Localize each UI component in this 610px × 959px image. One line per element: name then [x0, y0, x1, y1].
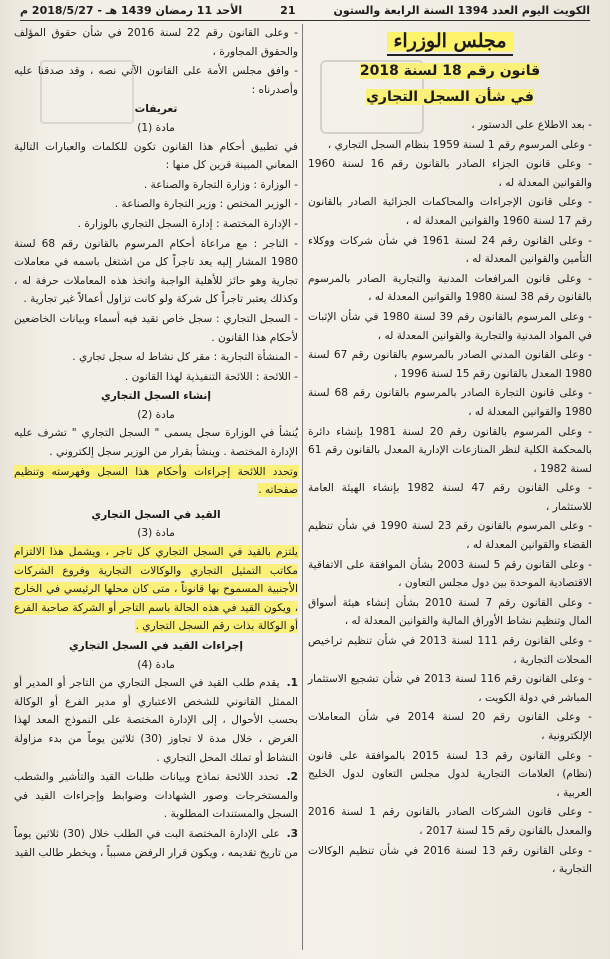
definition-item: - التاجر : مع مراعاة أحكام المرسوم بالقانون رقم 68 لسنة 1980 المشار إليه يعد تاجراً كل من اشتغل باسمه في معاملات تجارية وهو حائز للأهلية الواجبة واتخذ هذه المعاملات حرفة له ، وكذلك يعتبر تاجراً كل شركة ولو كانت تزاول أعمالاً غير تجارية .: [14, 237, 298, 306]
item-text: على الإدارة المختصة البت في الطلب خلال (30) ثلاثين يوماً من تاريخ تقديمه ، ويكون قرار الرفض مسبباً ، ويخطر طالب القيد: [14, 827, 298, 859]
item-number: 1.: [286, 677, 298, 690]
preamble-item: - وافق مجلس الأمة على القانون الآتي نصه ، وقد صدقنا عليه وأصدرناه :: [14, 65, 298, 96]
preamble-item: - بعد الاطلاع على الدستور ،: [471, 119, 592, 131]
article-3-heading: مادة (3): [137, 527, 175, 540]
preamble-item: - وعلى القانون رقم 13 لسنة 2015 بالموافقة على قانون (نظام) العلامات التجارية لدول مجلس التعاون لدول الخليج العربية ،: [308, 749, 592, 799]
definition-item: - الوزير المختص : وزير التجارة والصناعة .: [114, 198, 298, 211]
article-4-heading: مادة (4): [137, 658, 175, 671]
preamble-item: - وعلى القانون رقم 22 لسنة 2016 في شأن حقوق المؤلف والحقوق المجاورة ،: [14, 27, 298, 58]
right-column: [308, 24, 592, 880]
article-1-intro: في تطبيق أحكام هذا القانون تكون للكلمات والعبارات التالية المعاني المبينة قرين كل منها :: [14, 140, 298, 172]
page-header: [20, 2, 590, 18]
title-block: [308, 28, 592, 108]
chapter-heading-procedures: إجراءات القيد في السجل التجاري: [68, 640, 244, 652]
preamble-item: - وعلى قانون التجارة الصادر بالمرسوم بالقانون رقم 68 لسنة 1980 والقوانين المعدلة له ،: [308, 387, 592, 418]
article-4-item: [14, 825, 298, 862]
item-number: 2.: [286, 771, 298, 784]
law-number: قانون رقم 18 لسنة 2018: [359, 63, 541, 79]
preamble-item: - وعلى المرسوم بالقانون رقم 39 لسنة 1980 في شأن الإثبات في المواد المدنية والتجارية والقوانين المعدلة له ،: [308, 310, 592, 342]
item-text: يقدم طلب القيد في السجل التجاري من التاجر أو المدير أو الممثل القانوني للشخص الاعتباري أو مدير الفرع أو الوكالة بحسب الأحوال ، إلى الإدارة المختصة على النموذج المعد لهذا الغرض ، خلال مدة لا تجاوز (30) ثلاثين يوماً من بدء مزاولة النشاط أو تملك المحل التجاري .: [14, 677, 298, 764]
preamble-item: - وعلى القانون رقم 13 لسنة 2016 في شأن تنظيم الوكالات التجارية ،: [308, 844, 592, 876]
preamble-item: - وعلى قانون المرافعات المدنية والتجارية الصادر بالمرسوم بالقانون رقم 38 لسنة 1980 والقوانين المعدلة له ،: [308, 272, 592, 304]
article-1-heading: مادة (1): [137, 121, 175, 134]
article-4-item: [14, 768, 298, 824]
header-publication: الكويت اليوم العدد 1394 السنة الرابعة والستون: [333, 3, 590, 17]
preamble-item: - وعلى قانون الشركات الصادر بالقانون رقم 1 لسنة 2016 والمعدل بالقانون رقم 15 لسنة 2017 ،: [308, 806, 593, 837]
preamble-item: - وعلى القانون رقم 5 لسنة 2003 بشأن الموافقة على الاتفاقية الاقتصادية الموحدة بين دول مجلس التعاون ،: [308, 558, 593, 590]
chapter-heading-establishment: إنشاء السجل التجاري: [101, 390, 211, 403]
article-4-items: [14, 674, 298, 862]
chapter-heading-definitions: تعريفات: [134, 103, 178, 116]
article-3-text: يلتزم بالقيد في السجل التجاري كل تاجر ، ويشمل هذا الالتزام مكاتب التمثيل التجاري والوكالات التجارية وفروع الشركات الأجنبية المسموح بها قانوناً ، متى كان محلها الرئيسي في الخارج ، ويكون القيد في هذه الحالة باسم التاجر أو الشركة صاحبة الفرع أو الوكالة بذات رقم السجل التجاري .: [14, 546, 298, 633]
item-text: تحدد اللائحة نماذج وبيانات طلبات القيد والتأشير والشطب والمستخرجات وصور الشهادات وضوابط وإجراءات القيد في السجل والمستندات المطلوبة .: [14, 771, 298, 821]
definition-item: - المنشأة التجارية : مقر كل نشاط له سجل تجاري .: [72, 351, 298, 364]
left-column: [14, 24, 298, 863]
preamble-item: - وعلى المرسوم رقم 1 لسنة 1959 بنظام السجل التجاري ،: [327, 138, 592, 151]
section-title: مجلس الوزراء: [387, 28, 512, 56]
article-2-text: يُنشأ في الوزارة سجل يسمى " السجل التجاري " تشرف عليه الإدارة المختصة . وينشأ بقرار من الوزير سجل إلكتروني .: [14, 427, 298, 459]
article-2-highlight: وتحدد اللائحة إجراءات وأحكام هذا السجل وفهرسته وتنظيم صفحاته .: [14, 465, 298, 497]
preamble-item: - وعلى قانون الإجراءات والمحاكمات الجزائية الصادر بالقانون رقم 17 لسنة 1960 والقوانين المعدلة له ،: [308, 196, 592, 227]
law-subject: في شأن السجل التجاري: [366, 89, 534, 105]
preamble-item: - وعلى القانون رقم 20 لسنة 2014 في شأن المعاملات الإلكترونية ،: [308, 711, 592, 742]
preamble-item: - وعلى القانون رقم 111 لسنة 2013 في شأن تنظيم تراخيص المحلات التجارية ،: [308, 635, 592, 666]
preamble-item: - وعلى القانون رقم 116 لسنة 2013 في شأن تشجيع الاستثمار المباشر في دولة الكويت ،: [308, 673, 592, 704]
preamble-item: - وعلى المرسوم بالقانون رقم 20 لسنة 1981 بإنشاء دائرة بالمحكمة الكلية لنظر المنازعات الإدارية المعدل بالقانون رقم 61 لسنة 1982 ،: [308, 425, 593, 475]
preamble-item: - وعلى القانون رقم 47 لسنة 1982 بإنشاء الهيئة العامة للاستثمار ،: [308, 482, 592, 513]
preamble-item: - وعلى القانون رقم 7 لسنة 2010 بشأن إنشاء هيئة أسواق المال وتنظيم نشاط الأوراق المالية والقوانين المعدلة له ،: [308, 596, 592, 628]
preamble-item: - وعلى القانون المدني الصادر بالمرسوم بالقانون رقم 67 لسنة 1980 المعدل بالقانون رقم 15 لسنة 1996 ،: [308, 349, 592, 380]
article-2-heading: مادة (2): [137, 408, 175, 421]
item-number: 3.: [286, 827, 299, 840]
definition-item: - اللائحة : اللائحة التنفيذية لهذا القانون .: [124, 370, 298, 383]
column-divider: [302, 24, 303, 950]
preamble-continued: [14, 24, 298, 99]
definitions-list: [14, 176, 298, 387]
article-4-item: [14, 674, 298, 767]
definition-item: - السجل التجاري : سجل خاص تقيد فيه أسماء وبيانات الخاضعين لأحكام هذا القانون .: [14, 312, 298, 344]
preamble-item: - وعلى قانون الجزاء الصادر بالقانون رقم 16 لسنة 1960 والقوانين المعدلة له ،: [308, 158, 592, 189]
header-page-number: 21: [280, 3, 296, 17]
header-rule: [20, 20, 590, 21]
definition-item: - الإدارة المختصة : إدارة السجل التجاري بالوزارة .: [77, 217, 298, 230]
definition-item: - الوزارة : وزارة التجارة والصناعة .: [143, 178, 298, 191]
preamble-item: - وعلى القانون رقم 24 لسنة 1961 في شأن شركات ووكلاء التأمين والقوانين المعدلة له ،: [308, 234, 592, 266]
preamble-item: - وعلى المرسوم بالقانون رقم 23 لسنة 1990 في شأن تنظيم القضاء والقوانين المعدلة له ،: [308, 520, 593, 552]
preamble-list: [308, 116, 592, 879]
header-date: الأحد 11 رمضان 1439 هـ - 2018/5/27 م: [20, 3, 243, 17]
chapter-heading-registration: القيد في السجل التجاري: [91, 508, 221, 521]
